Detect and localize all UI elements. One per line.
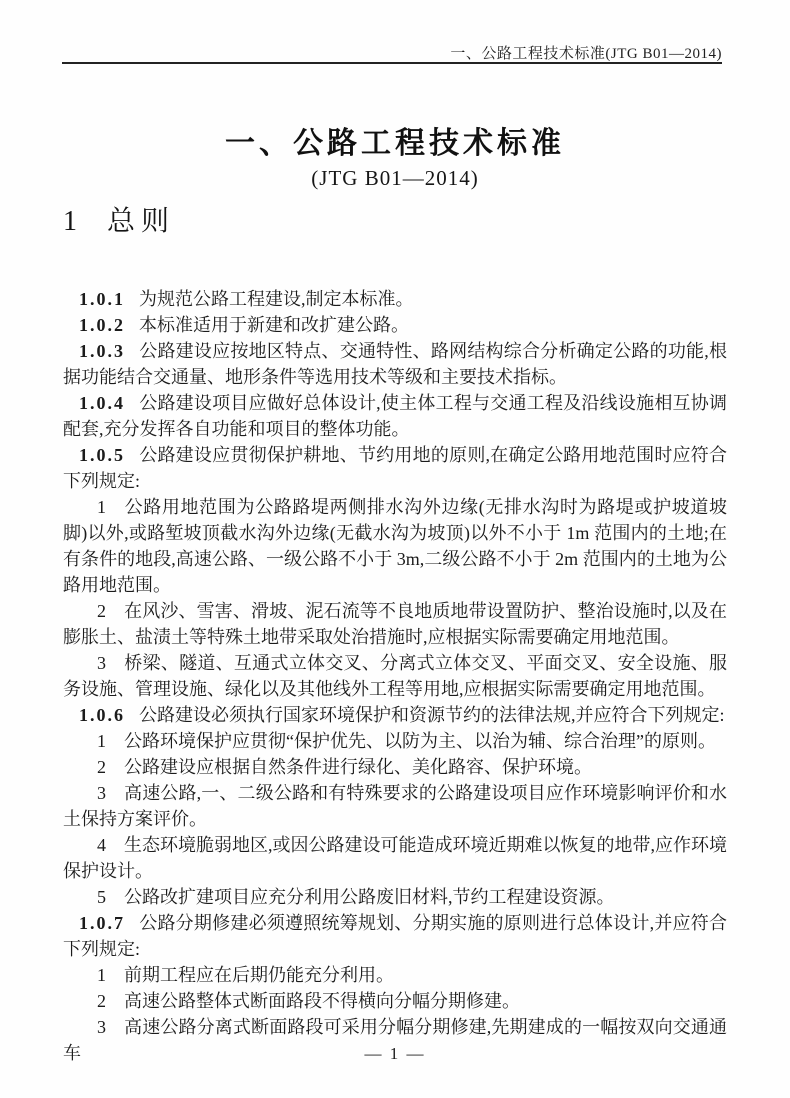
- running-header: 一、公路工程技术标准(JTG B01—2014): [450, 46, 722, 62]
- item-number: 2: [97, 757, 106, 777]
- item-number: 3: [97, 1017, 106, 1037]
- item-number: 2: [97, 991, 106, 1011]
- item-text: 生态环境脆弱地区,或因公路建设可能造成环境近期难以恢复的地带,应作环境保护设计。: [63, 835, 727, 881]
- clause-1-0-6-item-1: [63, 728, 727, 754]
- item-text: 公路改扩建项目应充分利用公路废旧材料,节约工程建设资源。: [124, 887, 615, 907]
- chapter-title: 总则: [107, 206, 176, 237]
- header-rule: [62, 62, 722, 64]
- clause-text: 公路建设项目应做好总体设计,使主体工程与交通工程及沿线设施相互协调配套,充分发挥各自功能和项目的整体功能。: [63, 393, 727, 439]
- clause-number: 1.0.6: [79, 705, 125, 725]
- clause-1-0-3: [63, 338, 727, 390]
- document-subtitle: (JTG B01—2014): [311, 166, 479, 190]
- clause-1-0-5-item-3: [63, 650, 727, 702]
- clause-1-0-6-item-5: [63, 884, 727, 910]
- clause-1-0-1: [63, 286, 727, 312]
- clause-1-0-6-item-4: [63, 832, 727, 884]
- clause-number: 1.0.1: [79, 289, 125, 309]
- document-title: 一、公路工程技术标准: [225, 127, 565, 160]
- item-text: 在风沙、雪害、滑坡、泥石流等不良地质地带设置防护、整治设施时,以及在膨胀土、盐渍土等特殊土地带采取处治措施时,应根据实际需要确定用地范围。: [63, 601, 727, 647]
- item-text: 高速公路整体式断面路段不得横向分幅分期修建。: [124, 991, 520, 1011]
- clause-1-0-5-item-2: [63, 598, 727, 650]
- item-text: 公路用地范围为公路路堤两侧排水沟外边缘(无排水沟时为路堤或护坡道坡脚)以外,或路堑坡顶截水沟外边缘(无截水沟为坡顶)以外不小于 1m 范围内的土地;在有条件的地段,高速公路、一级公路不小于 3m,二级公路不小于 2m 范围内的土地为公路用地范围。: [63, 497, 727, 595]
- item-text: 桥梁、隧道、互通式立体交叉、分离式立体交叉、平面交叉、安全设施、服务设施、管理设施、绿化以及其他线外工程等用地,应根据实际需要确定用地范围。: [63, 653, 727, 699]
- item-text: 前期工程应在后期仍能充分利用。: [124, 965, 394, 985]
- clause-1-0-4: [63, 390, 727, 442]
- clause-number: 1.0.2: [79, 315, 125, 335]
- clause-text: 本标准适用于新建和改扩建公路。: [139, 315, 409, 335]
- clause-text: 公路分期修建必须遵照统筹规划、分期实施的原则进行总体设计,并应符合下列规定:: [63, 913, 727, 959]
- clause-1-0-7-item-1: [63, 962, 727, 988]
- clause-number: 1.0.4: [79, 393, 125, 413]
- clause-1-0-6-item-2: [63, 754, 727, 780]
- clause-1-0-6-item-3: [63, 780, 727, 832]
- item-number: 1: [97, 731, 106, 751]
- clause-text: 为规范公路工程建设,制定本标准。: [139, 289, 414, 309]
- clause-text: 公路建设应贯彻保护耕地、节约用地的原则,在确定公路用地范围时应符合下列规定:: [63, 445, 727, 491]
- clause-number: 1.0.3: [79, 341, 125, 361]
- item-text: 高速公路,一、二级公路和有特殊要求的公路建设项目应作环境影响评价和水土保持方案评价。: [63, 783, 727, 829]
- item-number: 1: [97, 965, 106, 985]
- clause-1-0-5: [63, 442, 727, 494]
- clause-text: 公路建设应按地区特点、交通特性、路网结构综合分析确定公路的功能,根据功能结合交通量、地形条件等选用技术等级和主要技术指标。: [63, 341, 727, 387]
- item-text: 公路建设应根据自然条件进行绿化、美化路容、保护环境。: [124, 757, 592, 777]
- clause-text: 公路建设必须执行国家环境保护和资源节约的法律法规,并应符合下列规定:: [139, 705, 725, 725]
- clause-number: 1.0.7: [79, 913, 125, 933]
- clause-1-0-6: [63, 702, 727, 728]
- item-number: 5: [97, 887, 106, 907]
- item-number: 3: [97, 653, 106, 673]
- clause-1-0-7-item-2: [63, 988, 727, 1014]
- clause-1-0-7: [63, 910, 727, 962]
- body-text: [63, 286, 727, 1066]
- page-number: — 1 —: [364, 1044, 426, 1063]
- clause-1-0-2: [63, 312, 727, 338]
- item-number: 2: [97, 601, 106, 621]
- item-number: 3: [97, 783, 106, 803]
- clause-1-0-5-item-1: [63, 494, 727, 598]
- chapter-heading: [63, 206, 175, 238]
- clause-number: 1.0.5: [79, 445, 125, 465]
- item-number: 4: [97, 835, 106, 855]
- item-text: 高速公路分离式断面路段可采用分幅分期修建,先期建成的一幅按双向交通通车: [63, 1017, 727, 1063]
- item-number: 1: [97, 497, 106, 517]
- chapter-number: 1: [63, 206, 77, 237]
- item-text: 公路环境保护应贯彻“保护优先、以防为主、以治为辅、综合治理”的原则。: [124, 731, 716, 751]
